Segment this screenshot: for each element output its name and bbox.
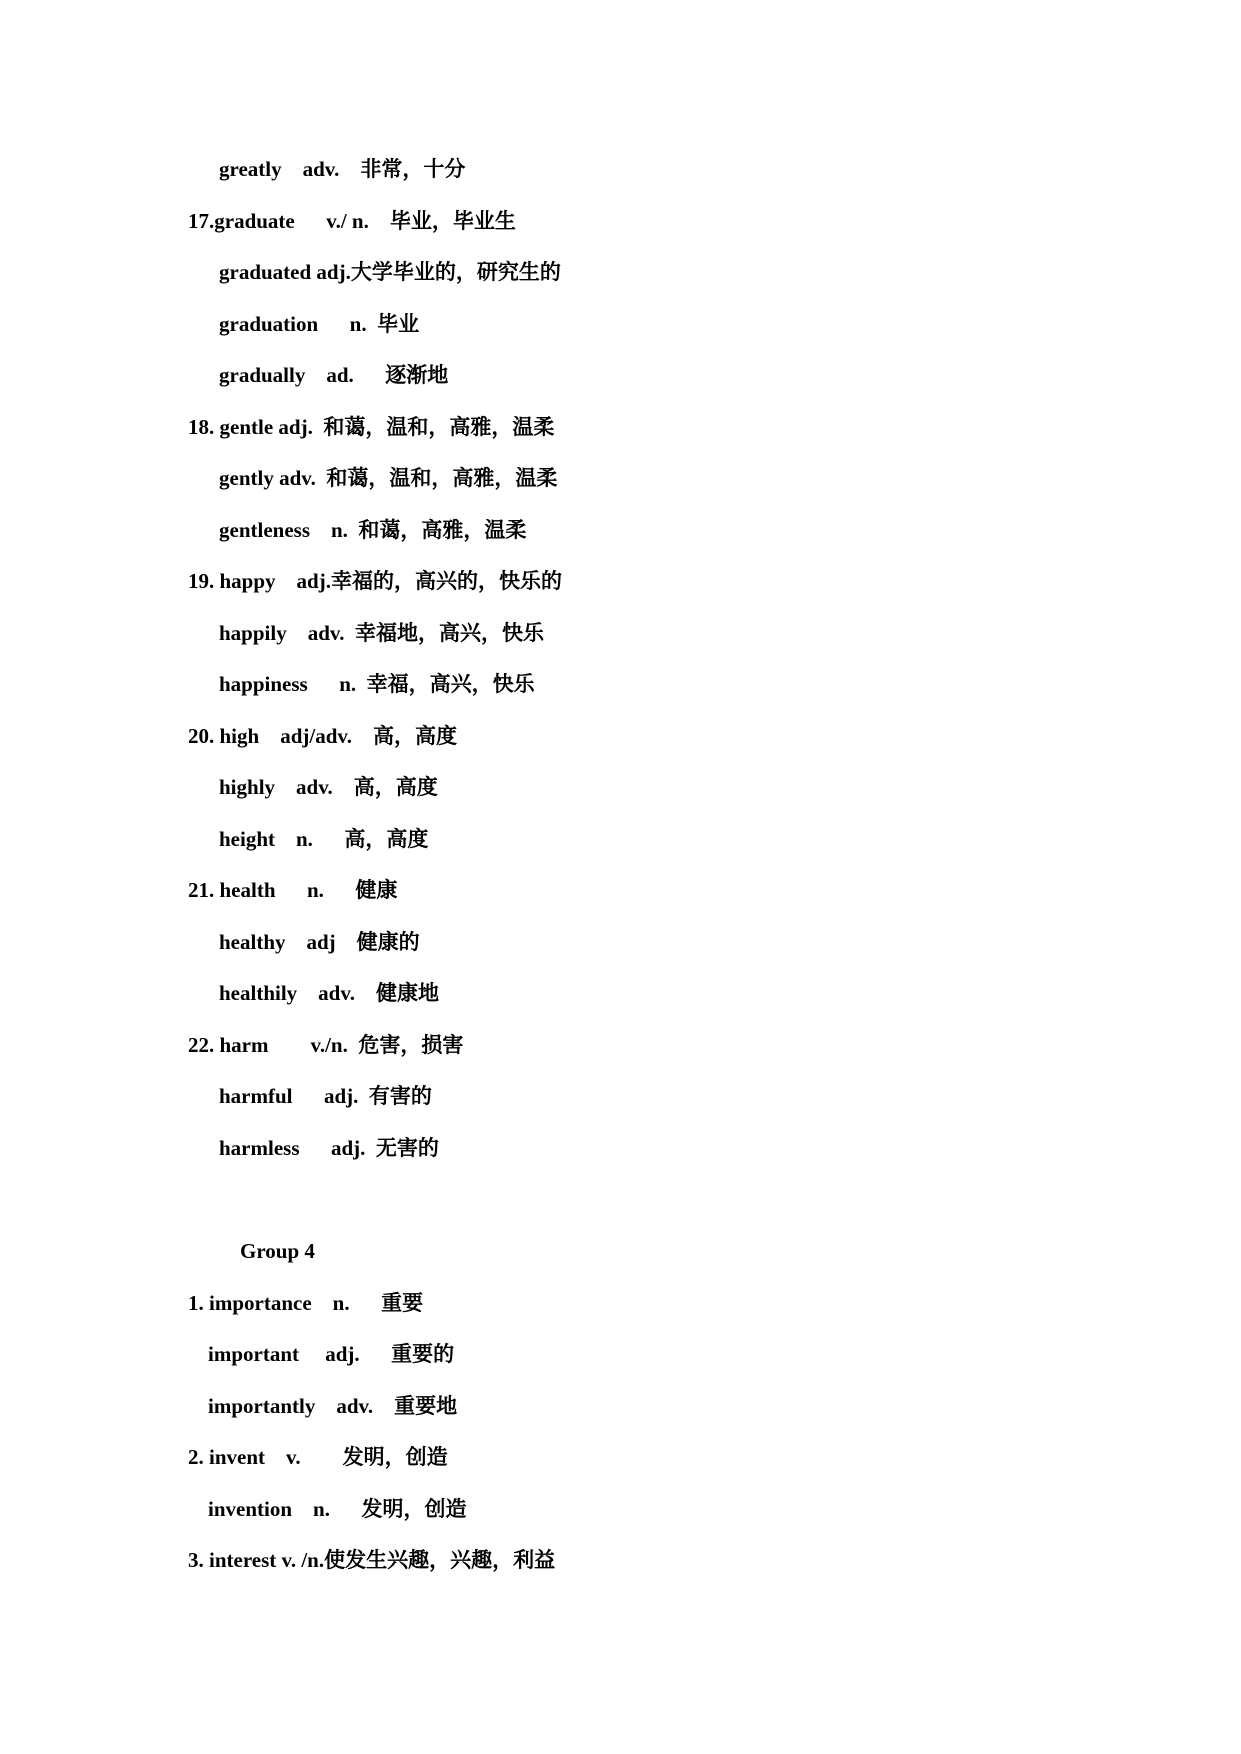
vocab-entry-happy: 19. happy adj.幸福的，高兴的，快乐的 [188, 569, 562, 593]
vocab-line-importantly: importantly adv. 重要地 [208, 1394, 458, 1418]
vocab-line-harmless: harmless adj. 无害的 [219, 1136, 439, 1160]
vocab-line-invention: invention n. 发明，创造 [208, 1497, 467, 1521]
vocab-line-happiness: happiness n. 幸福，高兴，快乐 [219, 672, 535, 696]
vocab-line-greatly: greatly adv. 非常，十分 [219, 157, 466, 181]
vocab-entry-harm: 22. harm v./n. 危害，损害 [188, 1033, 464, 1057]
vocab-entry-importance: 1. importance n. 重要 [188, 1291, 424, 1315]
vocab-line-highly: highly adv. 高，高度 [219, 775, 438, 799]
vocab-entry-interest: 3. interest v. /n.使发生兴趣，兴趣，利益 [188, 1548, 556, 1572]
vocab-entry-health: 21. health n. 健康 [188, 878, 398, 902]
vocab-line-healthily: healthily adv. 健康地 [219, 981, 439, 1005]
vocab-line-gentleness: gentleness n. 和蔼，高雅，温柔 [219, 518, 527, 542]
vocab-entry-high: 20. high adj/adv. 高，高度 [188, 724, 457, 748]
vocab-entry-graduate: 17.graduate v./ n. 毕业，毕业生 [188, 209, 516, 233]
vocab-line-graduation: graduation n. 毕业 [219, 312, 420, 336]
vocab-line-gently: gently adv. 和蔼，温和，高雅，温柔 [219, 466, 558, 490]
vocab-line-graduated: graduated adj.大学毕业的，研究生的 [219, 260, 561, 284]
vocab-line-gradually: gradually ad. 逐渐地 [219, 363, 449, 387]
group-heading: Group 4 [240, 1239, 315, 1263]
vocab-entry-gentle: 18. gentle adj. 和蔼，温和，高雅，温柔 [188, 415, 555, 439]
vocab-entry-invent: 2. invent v. 发明，创造 [188, 1445, 448, 1469]
vocab-line-height: height n. 高，高度 [219, 827, 429, 851]
vocab-line-harmful: harmful adj. 有害的 [219, 1084, 432, 1108]
vocab-line-happily: happily adv. 幸福地，高兴，快乐 [219, 621, 544, 645]
vocab-line-important: important adj. 重要的 [208, 1342, 455, 1366]
vocab-line-healthy: healthy adj 健康的 [219, 930, 420, 954]
